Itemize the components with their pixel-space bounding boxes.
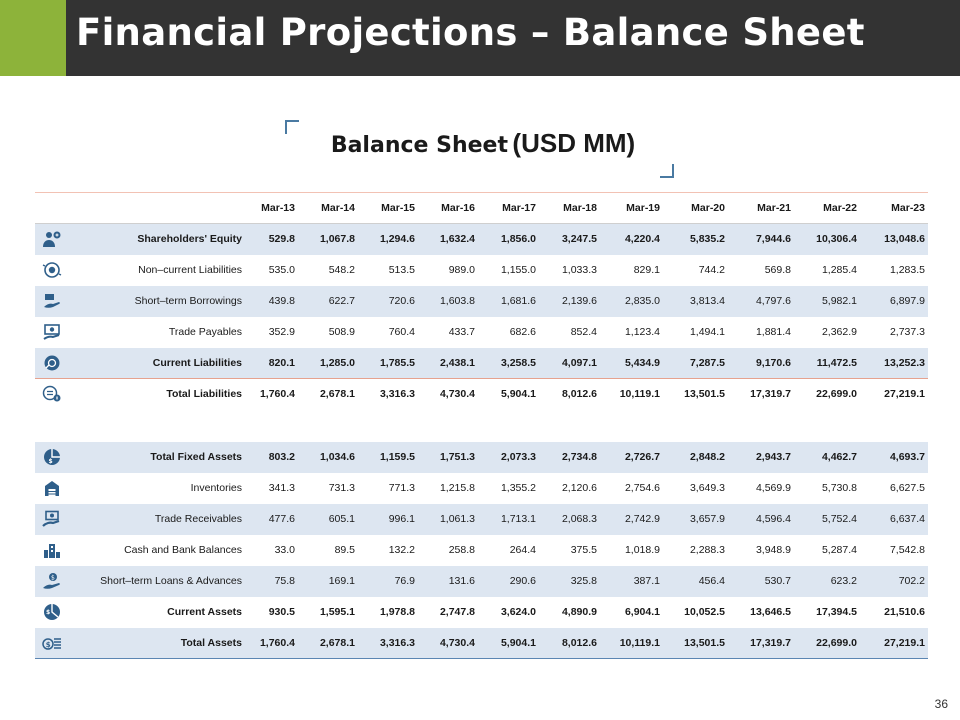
receivables-icon bbox=[35, 504, 65, 535]
value-cell: 4,569.9 bbox=[755, 482, 791, 494]
value-cell: 5,752.4 bbox=[794, 504, 860, 535]
value-cell: 6,904.1 bbox=[624, 606, 660, 618]
value-cell: 771.3 bbox=[388, 482, 415, 494]
value-cell: 702.2 bbox=[860, 566, 928, 597]
value-cell: 1,285.4 bbox=[821, 264, 857, 276]
total-liabilities-icon bbox=[35, 379, 65, 410]
value-cell: 17,319.7 bbox=[750, 388, 791, 401]
value-cell: 1,856.0 bbox=[478, 224, 539, 255]
header-row bbox=[35, 193, 928, 224]
value-cell: 6,627.5 bbox=[889, 482, 925, 494]
value-cell: 2,835.0 bbox=[600, 286, 663, 317]
value-cell: 3,649.3 bbox=[689, 482, 725, 494]
value-cell: 2,678.1 bbox=[319, 388, 355, 401]
table-row bbox=[35, 473, 928, 504]
value-cell: 22,699.0 bbox=[794, 628, 860, 659]
value-cell: 3,813.4 bbox=[663, 286, 728, 317]
value-cell: 13,252.3 bbox=[860, 348, 928, 379]
icon-header-cell bbox=[35, 193, 65, 224]
column-header: Mar-20 bbox=[663, 193, 728, 224]
value-cell: 169.1 bbox=[298, 566, 358, 597]
value-cell: 387.1 bbox=[600, 566, 663, 597]
value-cell: 731.3 bbox=[328, 482, 355, 494]
row-label: Short–term Borrowings bbox=[65, 286, 245, 317]
label-header-cell bbox=[65, 193, 245, 224]
value-cell: 3,247.5 bbox=[539, 224, 600, 255]
bracket-bottom-right bbox=[660, 164, 674, 178]
value-cell: 1,595.1 bbox=[319, 606, 355, 618]
page-number: 36 bbox=[934, 697, 948, 711]
value-cell: 829.1 bbox=[633, 264, 660, 276]
value-cell: 4,730.4 bbox=[418, 628, 478, 659]
value-cell: 27,219.1 bbox=[860, 628, 928, 659]
value-cell: 605.1 bbox=[298, 504, 358, 535]
value-cell: 264.4 bbox=[509, 544, 536, 556]
value-cell: 1,033.3 bbox=[561, 264, 597, 276]
value-cell: 325.8 bbox=[539, 566, 600, 597]
value-cell: 1,215.8 bbox=[439, 482, 475, 494]
column-header: Mar-16 bbox=[418, 193, 478, 224]
value-cell: 5,904.1 bbox=[478, 628, 539, 659]
value-cell: 2,678.1 bbox=[298, 628, 358, 659]
value-cell: 10,306.4 bbox=[794, 224, 860, 255]
table-heading-unit: (USD MM) bbox=[512, 128, 636, 158]
value-cell: 4,462.7 bbox=[794, 442, 860, 473]
value-cell: 76.9 bbox=[358, 566, 418, 597]
svg-text:$: $ bbox=[51, 574, 55, 582]
value-cell: 989.0 bbox=[448, 264, 475, 276]
column-header: Mar-23 bbox=[860, 193, 928, 224]
value-cell: 7,944.6 bbox=[728, 224, 794, 255]
value-cell: 290.6 bbox=[478, 566, 539, 597]
value-cell: 433.7 bbox=[448, 326, 475, 338]
value-cell: 6,897.9 bbox=[860, 286, 928, 317]
row-label: Total Liabilities bbox=[166, 388, 242, 401]
section-spacer bbox=[35, 410, 928, 442]
value-cell: 548.2 bbox=[328, 264, 355, 276]
value-cell: 4,097.1 bbox=[539, 348, 600, 379]
row-label: Trade Receivables bbox=[65, 504, 245, 535]
value-cell: 7,287.5 bbox=[663, 348, 728, 379]
value-cell: 456.4 bbox=[663, 566, 728, 597]
title-bar bbox=[66, 0, 960, 76]
column-header: Mar-18 bbox=[539, 193, 600, 224]
value-cell: 10,119.1 bbox=[619, 388, 660, 401]
value-cell: 3,258.5 bbox=[478, 348, 539, 379]
table-row bbox=[35, 379, 928, 410]
value-cell: 1,681.6 bbox=[478, 286, 539, 317]
balance-sheet-table bbox=[35, 192, 928, 659]
value-cell: 1,881.4 bbox=[755, 326, 791, 338]
value-cell: 2,068.3 bbox=[539, 504, 600, 535]
value-cell: 1,155.0 bbox=[500, 264, 536, 276]
value-cell: 13,501.5 bbox=[684, 388, 725, 401]
table-row bbox=[35, 597, 928, 628]
value-cell: 1,785.5 bbox=[358, 348, 418, 379]
svg-text:$: $ bbox=[46, 609, 51, 616]
value-cell: 2,848.2 bbox=[663, 442, 728, 473]
table-heading-main: Balance Sheet bbox=[330, 133, 508, 158]
value-cell: 7,542.8 bbox=[889, 544, 925, 556]
value-cell: 720.6 bbox=[358, 286, 418, 317]
value-cell: 3,624.0 bbox=[500, 606, 536, 618]
value-cell: 2,438.1 bbox=[418, 348, 478, 379]
value-cell: 5,434.9 bbox=[600, 348, 663, 379]
value-cell: 529.8 bbox=[245, 224, 298, 255]
value-cell: 2,943.7 bbox=[728, 442, 794, 473]
value-cell: 1,760.4 bbox=[259, 388, 295, 401]
value-cell: 132.2 bbox=[388, 544, 415, 556]
value-cell: 535.0 bbox=[268, 264, 295, 276]
value-cell: 4,596.4 bbox=[728, 504, 794, 535]
value-cell: 1,760.4 bbox=[245, 628, 298, 659]
value-cell: 5,287.4 bbox=[821, 544, 857, 556]
value-cell: 1,285.0 bbox=[298, 348, 358, 379]
value-cell: 744.2 bbox=[698, 264, 725, 276]
column-header: Mar-17 bbox=[478, 193, 539, 224]
value-cell: 1,751.3 bbox=[418, 442, 478, 473]
value-cell: 33.0 bbox=[274, 544, 295, 556]
table-row bbox=[35, 504, 928, 535]
value-cell: 3,316.3 bbox=[379, 388, 415, 401]
value-cell: 5,904.1 bbox=[500, 388, 536, 401]
column-header: Mar-21 bbox=[728, 193, 794, 224]
value-cell: 5,982.1 bbox=[794, 286, 860, 317]
row-label: Non–current Liabilities bbox=[138, 264, 242, 276]
payables-icon bbox=[35, 317, 65, 348]
fixed-assets-icon bbox=[35, 442, 65, 473]
value-cell: 375.5 bbox=[570, 544, 597, 556]
value-cell: 760.4 bbox=[388, 326, 415, 338]
table-row bbox=[35, 535, 928, 566]
title-accent-block bbox=[0, 0, 66, 76]
column-header: Mar-14 bbox=[298, 193, 358, 224]
current-assets-icon bbox=[35, 597, 65, 628]
value-cell: 622.7 bbox=[298, 286, 358, 317]
table-row bbox=[35, 442, 928, 473]
value-cell: 8,012.6 bbox=[539, 628, 600, 659]
value-cell: 6,637.4 bbox=[860, 504, 928, 535]
value-cell: 803.2 bbox=[245, 442, 298, 473]
value-cell: 1,067.8 bbox=[298, 224, 358, 255]
value-cell: 4,693.7 bbox=[860, 442, 928, 473]
table-row bbox=[35, 317, 928, 348]
value-cell: 5,730.8 bbox=[821, 482, 857, 494]
value-cell: 2,754.6 bbox=[624, 482, 660, 494]
value-cell: 852.4 bbox=[570, 326, 597, 338]
value-cell: 1,355.2 bbox=[500, 482, 536, 494]
value-cell: 1,494.1 bbox=[689, 326, 725, 338]
value-cell: 1,159.5 bbox=[358, 442, 418, 473]
value-cell: 2,747.8 bbox=[439, 606, 475, 618]
value-cell: 8,012.6 bbox=[561, 388, 597, 401]
svg-text:$: $ bbox=[45, 640, 51, 649]
value-cell: 352.9 bbox=[268, 326, 295, 338]
table-heading bbox=[0, 128, 960, 159]
value-cell: 477.6 bbox=[245, 504, 298, 535]
value-cell: 623.2 bbox=[794, 566, 860, 597]
value-cell: 930.5 bbox=[268, 606, 295, 618]
value-cell: 508.9 bbox=[328, 326, 355, 338]
value-cell: 22,699.0 bbox=[816, 388, 857, 401]
value-cell: 2,734.8 bbox=[539, 442, 600, 473]
row-label: Current Assets bbox=[167, 606, 242, 618]
value-cell: 3,948.9 bbox=[755, 544, 791, 556]
value-cell: 513.5 bbox=[388, 264, 415, 276]
value-cell: 2,139.6 bbox=[539, 286, 600, 317]
table-row bbox=[35, 224, 928, 255]
value-cell: 1,603.8 bbox=[418, 286, 478, 317]
value-cell: 2,737.3 bbox=[889, 326, 925, 338]
value-cell: 13,048.6 bbox=[860, 224, 928, 255]
row-label: Trade Payables bbox=[168, 326, 242, 338]
column-header: Mar-22 bbox=[794, 193, 860, 224]
borrowing-hand-icon bbox=[35, 286, 65, 317]
value-cell: 1,034.6 bbox=[298, 442, 358, 473]
table-row bbox=[35, 286, 928, 317]
value-cell: 1,294.6 bbox=[358, 224, 418, 255]
value-cell: 2,288.3 bbox=[689, 544, 725, 556]
value-cell: 17,394.5 bbox=[816, 606, 857, 618]
svg-text:$: $ bbox=[48, 458, 53, 465]
value-cell: 2,362.9 bbox=[821, 326, 857, 338]
value-cell: 1,978.8 bbox=[379, 606, 415, 618]
row-label: Inventories bbox=[190, 482, 242, 494]
value-cell: 530.7 bbox=[728, 566, 794, 597]
value-cell: 4,730.4 bbox=[439, 388, 475, 401]
value-cell: 11,472.5 bbox=[794, 348, 860, 379]
column-header: Mar-15 bbox=[358, 193, 418, 224]
value-cell: 2,120.6 bbox=[561, 482, 597, 494]
column-header: Mar-13 bbox=[245, 193, 298, 224]
current-liabilities-icon bbox=[35, 348, 65, 379]
value-cell: 996.1 bbox=[358, 504, 418, 535]
value-cell: 75.8 bbox=[245, 566, 298, 597]
value-cell: 569.8 bbox=[764, 264, 791, 276]
page-title: Financial Projections – Balance Sheet bbox=[76, 11, 865, 54]
table-row bbox=[35, 566, 928, 597]
value-cell: 1,018.9 bbox=[624, 544, 660, 556]
value-cell: 10,119.1 bbox=[600, 628, 663, 659]
row-label: Short–term Loans & Advances bbox=[65, 566, 245, 597]
row-label: Total Fixed Assets bbox=[65, 442, 245, 473]
bank-balance-icon bbox=[35, 535, 65, 566]
value-cell: 4,220.4 bbox=[600, 224, 663, 255]
value-cell: 17,319.7 bbox=[728, 628, 794, 659]
value-cell: 1,713.1 bbox=[478, 504, 539, 535]
value-cell: 2,073.3 bbox=[478, 442, 539, 473]
table-row bbox=[35, 628, 928, 659]
row-label: Current Liabilities bbox=[65, 348, 245, 379]
value-cell: 9,170.6 bbox=[728, 348, 794, 379]
value-cell: 13,501.5 bbox=[663, 628, 728, 659]
inventory-icon bbox=[35, 473, 65, 504]
value-cell: 13,646.5 bbox=[750, 606, 791, 618]
value-cell: 341.3 bbox=[268, 482, 295, 494]
value-cell: 4,890.9 bbox=[561, 606, 597, 618]
value-cell: 27,219.1 bbox=[884, 388, 925, 401]
row-label: Shareholders' Equity bbox=[65, 224, 245, 255]
value-cell: 89.5 bbox=[334, 544, 355, 556]
value-cell: 5,835.2 bbox=[663, 224, 728, 255]
value-cell: 2,726.7 bbox=[600, 442, 663, 473]
value-cell: 439.8 bbox=[245, 286, 298, 317]
value-cell: 1,123.4 bbox=[624, 326, 660, 338]
non-current-liabilities-icon bbox=[35, 255, 65, 286]
value-cell: 4,797.6 bbox=[728, 286, 794, 317]
total-assets-icon bbox=[35, 628, 65, 659]
value-cell: 3,316.3 bbox=[358, 628, 418, 659]
table-row bbox=[35, 348, 928, 379]
shareholder-icon bbox=[35, 224, 65, 255]
value-cell: 21,510.6 bbox=[884, 606, 925, 618]
value-cell: 682.6 bbox=[509, 326, 536, 338]
value-cell: 131.6 bbox=[418, 566, 478, 597]
row-label: Total Assets bbox=[65, 628, 245, 659]
loans-advances-icon bbox=[35, 566, 65, 597]
value-cell: 10,052.5 bbox=[684, 606, 725, 618]
value-cell: 1,061.3 bbox=[418, 504, 478, 535]
row-label: Cash and Bank Balances bbox=[124, 544, 242, 556]
value-cell: 3,657.9 bbox=[663, 504, 728, 535]
table-row bbox=[35, 255, 928, 286]
value-cell: 820.1 bbox=[245, 348, 298, 379]
column-header: Mar-19 bbox=[600, 193, 663, 224]
value-cell: 258.8 bbox=[448, 544, 475, 556]
value-cell: 1,283.5 bbox=[889, 264, 925, 276]
value-cell: 1,632.4 bbox=[418, 224, 478, 255]
value-cell: 2,742.9 bbox=[600, 504, 663, 535]
